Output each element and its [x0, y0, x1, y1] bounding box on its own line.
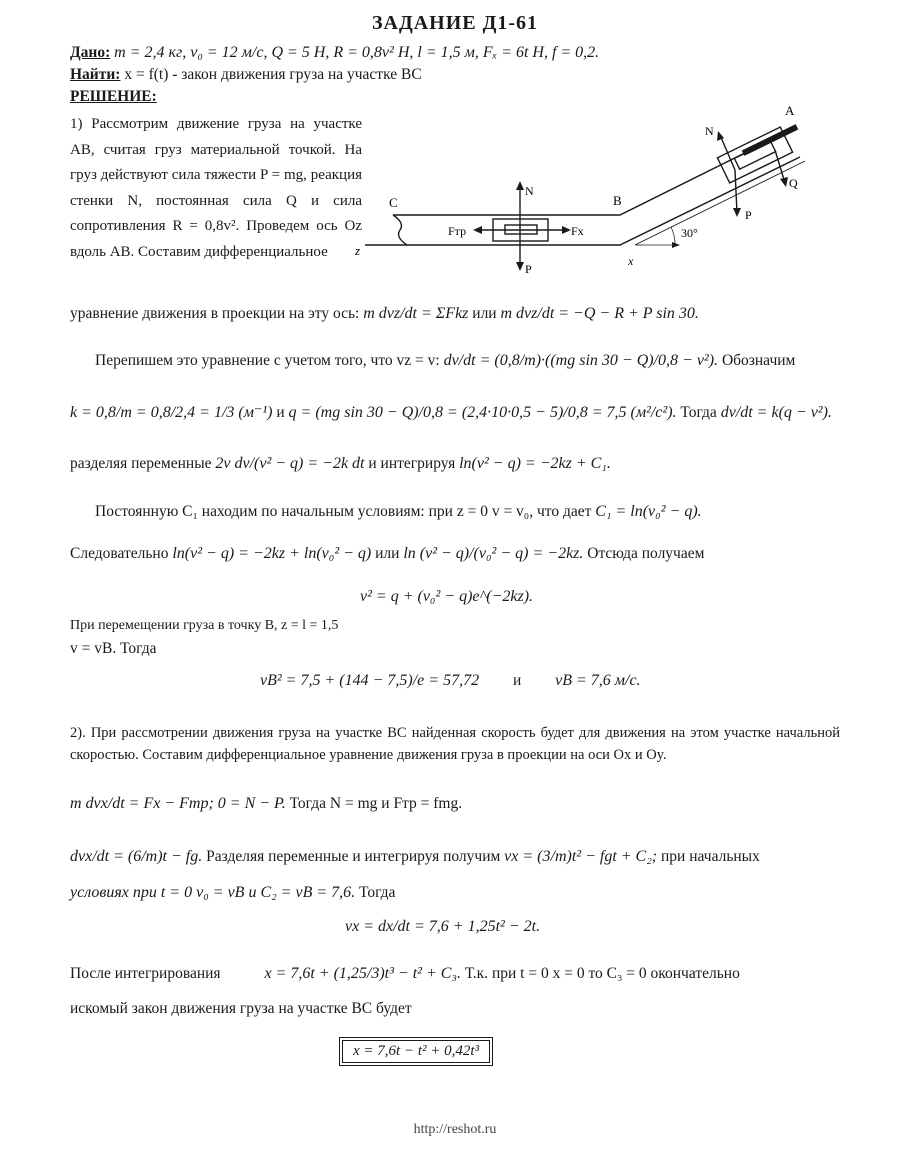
eq-intro-text: уравнение движения в проекции на эту ось: [70, 305, 360, 322]
result-or: или [375, 545, 400, 562]
step2-cond: условиях при t = 0 v₀ = vB и C₂ = vB = 7,6. [70, 884, 356, 901]
label-x-axis: x [628, 254, 634, 268]
footer-url[interactable]: http://reshot.ru [413, 1122, 497, 1137]
law-intro: искомый закон движения груза на участке ВС будет [70, 1000, 412, 1017]
result-eq: ln(v² − q) = −2kz + ln(v₀² − q) [172, 545, 372, 562]
step2-eq1-tail: Тогда N = mg и Fтр = fmg. [289, 795, 463, 812]
step2-cond-line [70, 884, 395, 902]
obtain-text: Отсюда получаем [587, 545, 705, 562]
label-angle: 30° [681, 226, 698, 240]
label-P-incline: P [745, 208, 752, 222]
eq-motion-line [70, 305, 699, 323]
separation-line [95, 352, 795, 370]
separate-text: разделяя переменные [70, 455, 212, 472]
eq-or-text: или [472, 305, 497, 322]
label-Q: Q [789, 176, 798, 190]
label-A: A [785, 103, 795, 118]
x-general: x = 7,6t + (1,25/3)t³ − t² + C₃. [264, 965, 461, 982]
upper-rail [393, 133, 785, 215]
answer-box: x = 7,6t − t² + 0,42t³ [342, 1040, 490, 1063]
find-line [70, 66, 422, 84]
const-text: Постоянную C₁ находим по начальным условиям: при z = 0 v = v₀, что дает [95, 503, 592, 520]
step2-eq2-tail: Разделяя переменные и интегрируя получим [206, 848, 501, 865]
step2-eq1: m dvx/dt = Fx − Fтр; 0 = N − P. [70, 795, 286, 812]
label-C: C [389, 195, 398, 210]
step2-eq1-line [70, 795, 462, 813]
find-text: x = f(t) - закон движения груза на участке ВС [124, 66, 422, 83]
step2-eq2-result: vx = (3/m)t² − fgt + C₂; [504, 848, 658, 865]
and-text: и [276, 404, 285, 421]
integration-line [70, 455, 611, 473]
const-eq: C₁ = ln(v₀² − q). [595, 503, 702, 520]
given-text: m = 2,4 кг, v₀ = 12 м/с, Q = 5 Н, R = 0,8v² Н, l = 1,5 м, Fₓ = 6t Н, f = 0,2. [114, 44, 600, 61]
at-b-line: При перемещении груза в точку B, z = l = 1,5 [70, 618, 339, 633]
label-B: B [613, 193, 622, 208]
label-N-incline: N [705, 124, 714, 138]
find-label: Найти: [70, 66, 121, 83]
since-text: Т.к. при t = 0 x = 0 то C₃ = 0 окончательно [464, 965, 740, 982]
result-intro: Следовательно [70, 545, 169, 562]
integr-text: и интегрируя [368, 455, 456, 472]
given-label: Дано: [70, 44, 111, 61]
vb-result: vB = 7,6 м/с. [555, 672, 641, 689]
integr-eq: ln(v² − q) = −2kz + C₁. [459, 455, 611, 472]
page-title: ЗАДАНИЕ Д1-61 [371, 12, 539, 34]
label-P-flat: P [525, 262, 532, 276]
vb-calc: vB² = 7,5 + (144 − 7,5)/e = 57,72 [260, 672, 480, 689]
sep-eq: dv/dt = (0,8/m)·((mg sin 30 − Q)/0,8 − v²). [443, 352, 719, 369]
k-definition: k = 0,8/m = 0,8/2,4 = 1/3 (м⁻¹) [70, 404, 273, 421]
vb-calc-line [260, 672, 641, 690]
sep-intro: Перепишем это уравнение с учетом того, что vz = v: [95, 352, 440, 369]
solution-label: РЕШЕНИЕ: [70, 88, 157, 105]
eq-motion-a: m dvz/dt = ΣFkz [363, 305, 469, 322]
constants-line [70, 402, 832, 422]
label-Ftr: Fтр [448, 224, 467, 238]
result-eq2: ln (v² − q)/(v₀² − q) = −2kz. [403, 545, 584, 562]
given-line [70, 44, 599, 62]
vx-formula: vx = dx/dt = 7,6 + 1,25t² − 2t. [345, 918, 541, 935]
step2-eq2: dvx/dt = (6/m)t − fg. [70, 848, 203, 865]
step2-eq2-line [70, 848, 760, 866]
step1-paragraph: 1) Рассмотрим движение груза на участке АВ, считая груз материальной точкой. На груз действуют сила тяжести P = mg, реакция стенки N, постоянная сила Q и сила сопротивления R = 0,8v². Проведем ось Oz вдоль АВ. Составим дифференциальное [70, 116, 362, 260]
eq-motion-b: m dvz/dt = −Q − R + P sin 30. [500, 305, 699, 322]
label-N-flat: N [525, 184, 534, 198]
vb-def-line: v = vB. Тогда [70, 640, 157, 657]
label-Fx: Fx [571, 224, 584, 238]
step2-intro: 2). При рассмотрении движения груза на участке ВС найденная скорость будет для движения на этом участке начальной скоростью. Составим дифференциальное уравнение движения груза в проекции на оси Ox и Oy. [70, 725, 840, 763]
constant-line [95, 503, 702, 521]
vb-and: и [512, 672, 522, 689]
after-int-text: После интегрирования [70, 965, 221, 982]
then-eq: dv/dt = k(q − v²). [720, 404, 832, 421]
label-z-left: z [355, 243, 361, 258]
final-v-formula: v² = q + (v₀² − q)e^(−2kz). [360, 588, 534, 605]
then-text: Тогда [680, 404, 717, 421]
after-int-line [70, 965, 740, 983]
mechanics-diagram [345, 95, 835, 295]
step2-eq2-cond: при начальных [661, 848, 760, 865]
step2-so: Тогда [359, 884, 396, 901]
sep2-eq: 2v dv/(v² − q) = −2k dt [215, 455, 365, 472]
result-line [70, 545, 704, 563]
q-definition: q = (mg sin 30 − Q)/0,8 = (2,4·10·0,5 − 5)/0,8 = 7,5 (м²/с²). [288, 404, 677, 421]
denote-text: Обозначим [721, 352, 796, 369]
